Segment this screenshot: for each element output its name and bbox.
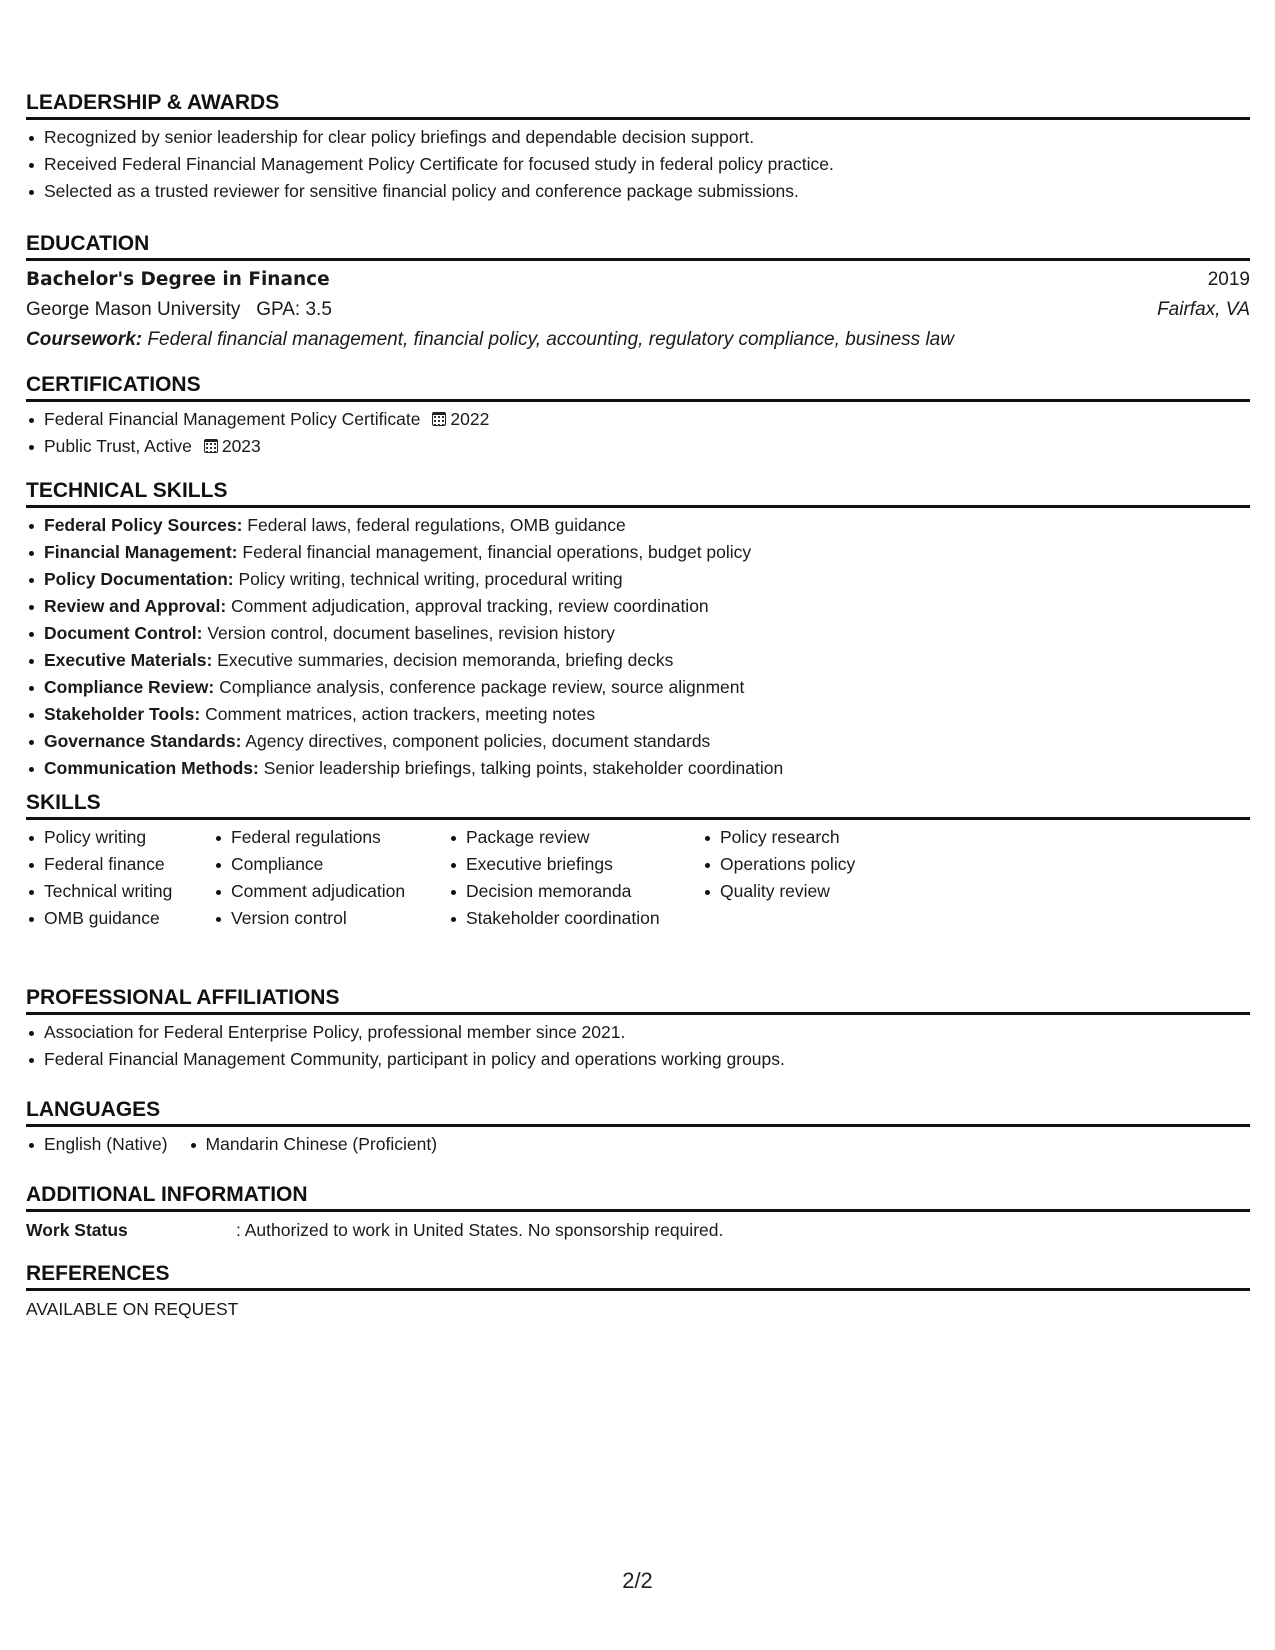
list-item [26,647,1250,674]
list-item [26,728,1250,755]
skill-category: Executive Materials: [44,650,213,670]
list-item: Stakeholder coordination [448,905,702,932]
technical-skills-list [26,512,1250,782]
list-item [26,593,1250,620]
gpa: GPA: 3.5 [256,299,332,320]
list-item: Version control [213,905,448,932]
technical-skills-section [26,476,1250,782]
certification-year: 2023 [221,436,261,456]
list-item: Package review [448,824,702,851]
list-item: Comment adjudication [213,878,448,905]
list-item [26,512,1250,539]
list-item: Received Federal Financial Management Policy Certificate for focused study in federal policy practice. [26,151,1250,178]
list-item: Decision memoranda [448,878,702,905]
skills-column [702,824,922,932]
skill-category: Review and Approval: [44,596,227,616]
skill-details: Executive summaries, decision memoranda, briefing decks [217,650,674,670]
skill-category: Communication Methods: [44,758,259,778]
list-item [26,701,1250,728]
skill-details: Agency directives, component policies, document standards [245,731,711,751]
skill-details: Senior leadership briefings, talking points, stakeholder coordination [263,758,784,778]
section-title-skills: SKILLS [26,788,1250,820]
list-item: OMB guidance [26,905,213,932]
list-item: Federal regulations [213,824,448,851]
skills-columns [26,824,1250,932]
list-item: Quality review [702,878,922,905]
coursework-row [26,325,1250,355]
list-item [26,566,1250,593]
skill-category: Policy Documentation: [44,569,234,589]
skill-category: Financial Management: [44,542,238,562]
additional-info-section [26,1180,1250,1244]
skills-column [213,824,448,932]
skill-details: Federal financial management, financial operations, budget policy [242,542,752,562]
section-title-languages: LANGUAGES [26,1095,1250,1127]
certifications-section [26,370,1250,460]
leadership-section [26,88,1250,205]
list-item: Policy research [702,824,922,851]
skill-details: Version control, document baselines, revision history [207,623,615,643]
list-item: Operations policy [702,851,922,878]
skill-details: Federal laws, federal regulations, OMB guidance [247,515,626,535]
degree-name: Bachelor's Degree in Finance [26,269,330,290]
skill-details: Compliance analysis, conference package review, source alignment [219,677,745,697]
affiliations-section [26,983,1250,1073]
work-status-row [26,1216,1250,1244]
education-school-row [26,295,1250,325]
list-item: Technical writing [26,878,213,905]
list-item: Compliance [213,851,448,878]
work-status-value: : Authorized to work in United States. No sponsorship required. [236,1220,724,1240]
list-item [26,406,1250,433]
list-item [26,620,1250,647]
list-item: Recognized by senior leadership for clear policy briefings and dependable decision support. [26,124,1250,151]
languages-list [26,1131,1250,1158]
list-item: Federal Financial Management Community, participant in policy and operations working groups. [26,1046,1250,1073]
certifications-list [26,406,1250,460]
education-degree-row [26,265,1250,295]
certification-name: Federal Financial Management Policy Certificate [44,409,421,429]
calendar-icon [432,412,446,426]
skill-category: Federal Policy Sources: [44,515,243,535]
list-item [26,539,1250,566]
school-name: George Mason University [26,299,241,320]
skill-category: Compliance Review: [44,677,215,697]
section-title-affiliations: PROFESSIONAL AFFILIATIONS [26,983,1250,1015]
skill-category: Document Control: [44,623,203,643]
list-item: Selected as a trusted reviewer for sensitive financial policy and conference package submissions. [26,178,1250,205]
skill-details: Comment adjudication, approval tracking, review coordination [231,596,709,616]
list-item [26,755,1250,782]
skills-section [26,788,1250,932]
references-section [26,1259,1250,1323]
section-title-leadership: LEADERSHIP & AWARDS [26,88,1250,120]
list-item: Association for Federal Enterprise Policy, professional member since 2021. [26,1019,1250,1046]
certification-year: 2022 [450,409,490,429]
coursework-label: Coursework: [26,329,143,350]
section-title-additional-info: ADDITIONAL INFORMATION [26,1180,1250,1212]
skills-column [448,824,702,932]
section-title-education: EDUCATION [26,229,1250,261]
list-item: Executive briefings [448,851,702,878]
coursework-text: Federal financial management, financial policy, accounting, regulatory compliance, business law [147,329,954,350]
affiliations-list [26,1019,1250,1073]
skill-details: Policy writing, technical writing, procedural writing [238,569,623,589]
skill-category: Governance Standards: [44,731,242,751]
list-item [26,674,1250,701]
references-text: AVAILABLE ON REQUEST [26,1299,239,1319]
skill-details: Comment matrices, action trackers, meeting notes [205,704,596,724]
list-item: Policy writing [26,824,213,851]
section-title-references: REFERENCES [26,1259,1250,1291]
leadership-list [26,124,1250,205]
skill-category: Stakeholder Tools: [44,704,201,724]
list-item: English (Native) [26,1131,168,1158]
education-section [26,229,1250,355]
list-item [26,433,1250,460]
section-title-certifications: CERTIFICATIONS [26,370,1250,402]
calendar-icon [204,439,218,453]
list-item: Mandarin Chinese (Proficient) [188,1131,438,1158]
list-item: Federal finance [26,851,213,878]
skills-column [26,824,213,932]
section-title-technical-skills: TECHNICAL SKILLS [26,476,1250,508]
languages-section [26,1095,1250,1158]
certification-name: Public Trust, Active [44,436,192,456]
graduation-year: 2019 [1207,269,1250,290]
work-status-label: Work Status [26,1220,128,1240]
page-number: 2/2 [622,1568,653,1593]
school-location: Fairfax, VA [1157,299,1250,320]
